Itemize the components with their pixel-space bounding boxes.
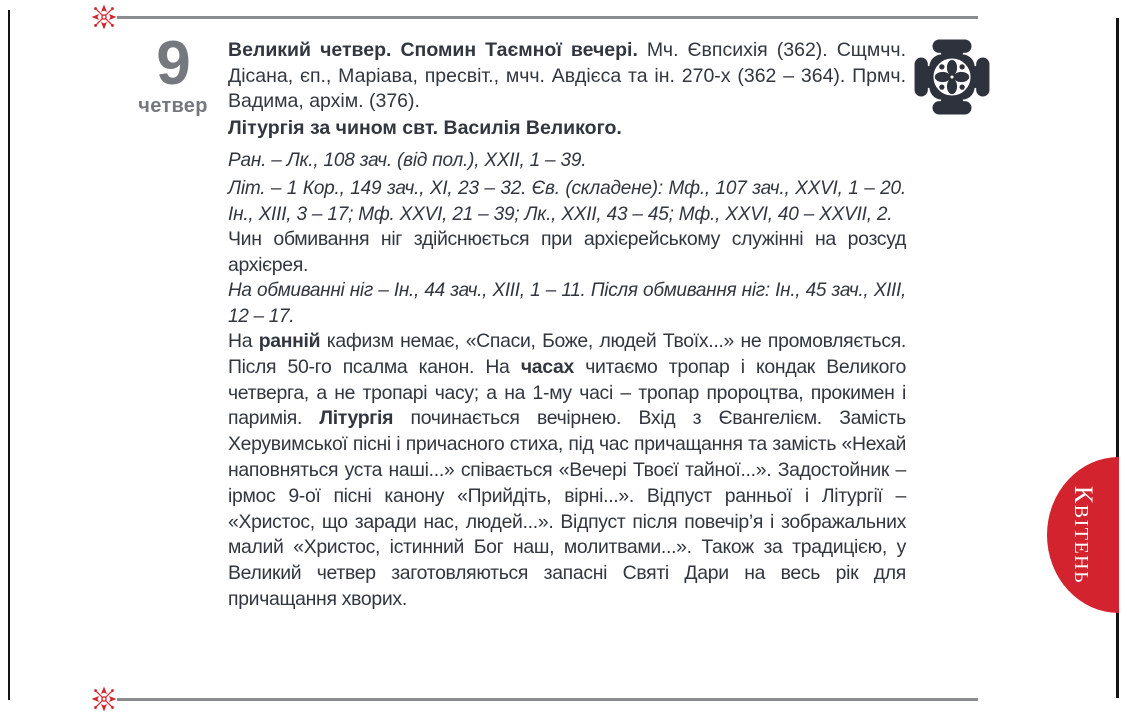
rubric-paragraph: На ранній кафизм немає, «Спаси, Боже, людей Твоїх...» не промовляється. Після 50-го псалма канон. На часах читаємо тропар і кондак Великого четверга, а не тропарі часу; а на 1-му часі – тропар пророцтва, прокимен і паримія. Літургія починається вечірнею. Вхід з Євангелієм. Замість Херувимської пісні і причасного стиха, під час причащання та замість «Нехай наповняться уста наші...» співається «Вечері Твоєї тайної...». Задостойник – ірмос 9-ої пісні канону «Прийдіть, вірні...». Відпуст ранньої і Літургії – «Христос, що заради нас, людей...». Відпуст після повечір’я і зображальних малий «Христос, істинний Бог наш, молитвами...». Також за традицією, у Великий четвер заготовляються запасні Святі Дари на весь рік для причащання хворих.: [228, 330, 906, 610]
date-block: [123, 29, 223, 118]
bottom-rule: [117, 698, 978, 701]
red-cross-ornament-icon: [91, 686, 117, 712]
foot-washing-readings: На обмиванні ніг – Ін., 44 зач., XIII, 1 – 11. Після обмивання ніг: Ін., 45 зач., XIII, 12 – 17.: [228, 280, 906, 327]
day-entry: [228, 38, 906, 613]
top-rule: [117, 16, 978, 19]
matins-reading: Ран. – Лк., 108 зач. (від пол.), XXII, 1 – 39.: [228, 149, 587, 171]
day-number: 9: [156, 29, 190, 98]
weekday-label: четвер: [138, 95, 208, 117]
month-tab-april: [1047, 457, 1119, 613]
liturgy-title: Літургія за чином свт. Василія Великого.: [228, 116, 622, 139]
foot-washing-note: Чин обмивання ніг здійснюється при архієрейському служінні на розсуд архієрея.: [228, 228, 906, 276]
red-cross-ornament-icon: [91, 4, 117, 30]
month-tab-label: КВІТЕНЬ: [1069, 485, 1098, 585]
liturgy-readings: Літ. – 1 Кор., 149 зач., XI, 23 – 32. Єв. (складене): Мф., 107 зач., XXVI, 1 – 20. Ін., XIII, 3 – 17; Мф. XXVI, 21 – 39; Лк., XXII, 43 – 45; Мф., XXVI, 40 – XXVII, 2.: [228, 178, 906, 225]
dark-cross-ornament-icon: [913, 38, 991, 116]
day-header-paragraph: Великий четвер. Спомин Таємної вечері. Мч. Євпсихія (362). Сщмчч. Дісана, єп., Маріава, пресвіт., мчч. Авдієса та ін. 270-х (362 – 364). Прмч. Вадима, архім. (376).: [228, 39, 906, 112]
page-edge-line-left: [8, 10, 10, 700]
